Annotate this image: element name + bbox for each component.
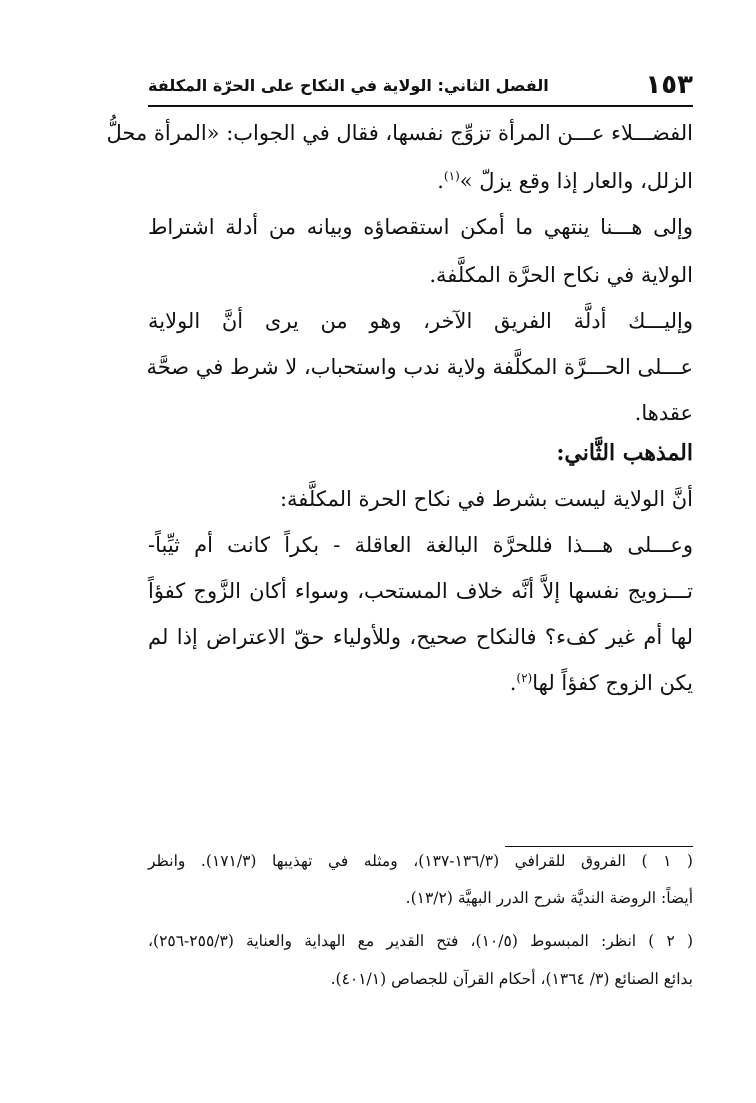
- running-title: الفصل الثاني: الولاية في النكاح على الحرّة المكلفة: [148, 76, 549, 95]
- footnote-ref-2: (٢): [516, 671, 533, 685]
- text-line-2-tail: .: [437, 169, 444, 193]
- text-line-1: الفضـــلاء عـــن المرأة تزوِّج نفسها، فقال في الجواب: «المرأة محلُّ: [106, 121, 693, 145]
- text-line-2-content: الزلل، والعار إذا وقع يزلّ »: [459, 169, 693, 193]
- text-line-7: عقدها.: [634, 401, 693, 425]
- text-line-10: وعـــلى هـــذا فللحرَّة البالغة العاقلة - بكراً كانت أم ثيِّباً-: [148, 533, 693, 557]
- footnote-line-3: ( ٢ ) انظر: المبسوط (١٠/٥)، فتح القدير مع الهداية والعناية (٢٥٥/٣-٢٥٦)،: [148, 932, 693, 950]
- footnote-separator: [505, 846, 693, 847]
- footnote-line-4: بدائع الصنائع (٣/ ١٣٦٤)، أحكام القرآن للجصاص (٤٠١/١).: [330, 970, 693, 988]
- footnote-line-2: أيضاً: الروضة النديَّة شرح الدرر البهيَّة (١٣/٢).: [405, 889, 693, 907]
- text-line-13-content: يكن الزوج كفؤاً لها: [532, 671, 693, 695]
- footnote-ref-1: (١): [443, 169, 460, 183]
- text-line-13-tail: .: [509, 671, 517, 695]
- text-line-9: أنَّ الولاية ليست بشرط في نكاح الحرة المكلَّفة:: [279, 487, 693, 511]
- text-line-2: [148, 166, 693, 196]
- text-line-6: عـــلى الحـــرَّة المكلَّفة ولاية ندب واستحباب، لا شرط في صحَّة: [146, 355, 693, 379]
- header-rule: [148, 105, 693, 107]
- footnote-line-1: ( ١ ) الفروق للقرافي (١٣٦/٣-١٣٧)، ومثله في تهذيبها (١٧١/٣). وانظر: [148, 852, 693, 870]
- page-number: ١٥٣: [645, 70, 693, 100]
- text-line-4: الولاية في نكاح الحرَّة المكلَّفة.: [429, 263, 693, 287]
- text-line-12: لها أم غير كفء؟ فالنكاح صحيح، وللأولياء حقّ الاعتراض إذا لم: [148, 625, 693, 649]
- text-line-3: وإلى هـــنا ينتهي ما أمكن استقصاؤه وبيانه من أدلة اشتراط: [148, 215, 693, 239]
- text-line-11: تـــزويج نفسها إلاَّ أنَّه خلاف المستحب، وسواء أكان الزَّوج كفؤاً: [148, 579, 693, 603]
- text-line-5: وإليـــك أدلَّة الفريق الآخر، وهو من يرى أنَّ الولاية: [148, 309, 693, 333]
- section-heading: المذهب الثَّاني:: [556, 440, 693, 466]
- text-line-13: [148, 668, 693, 698]
- page-header: [148, 72, 693, 102]
